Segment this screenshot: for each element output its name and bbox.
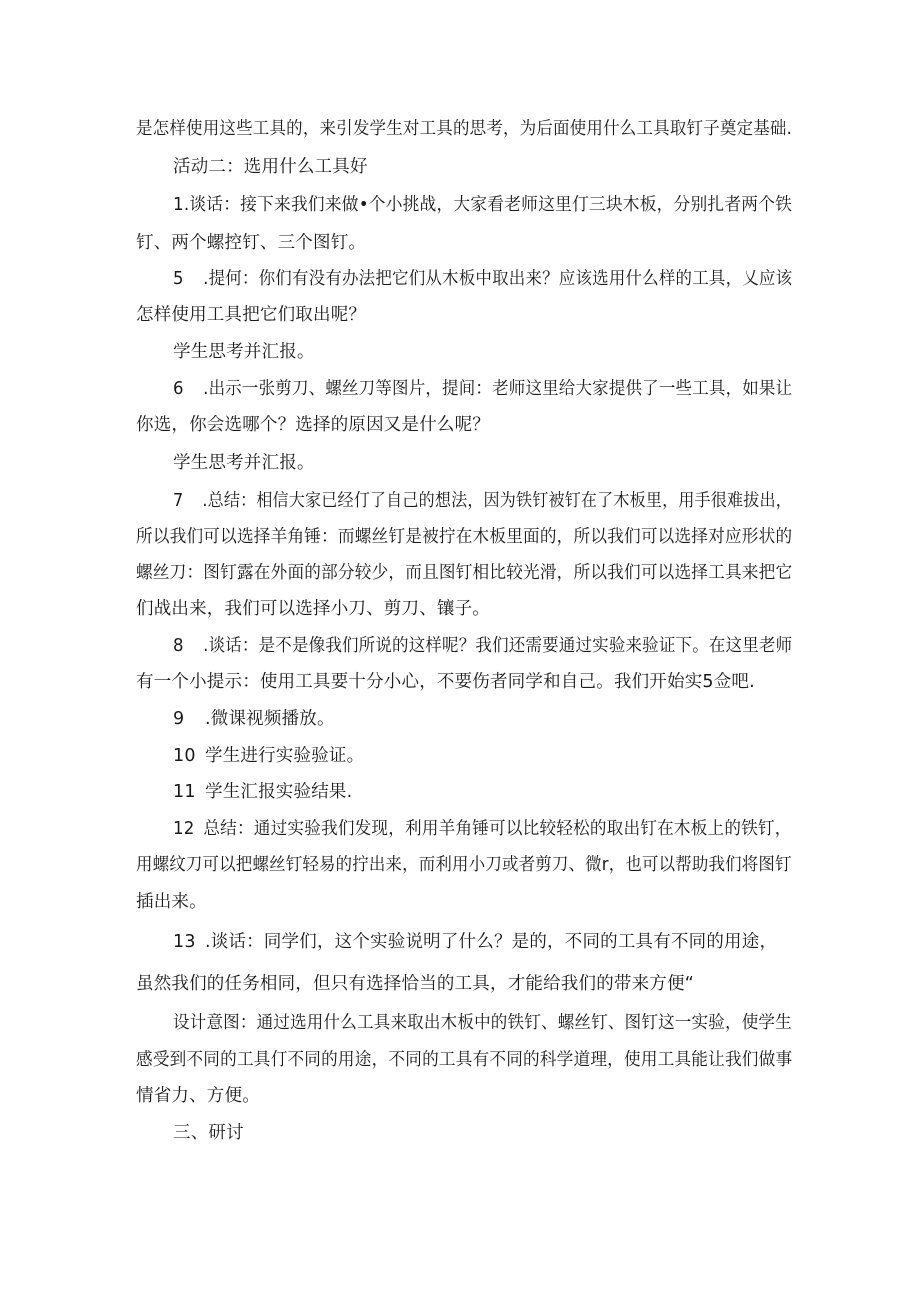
list-number: 13 bbox=[173, 932, 196, 952]
text-line bbox=[173, 267, 792, 291]
text-line bbox=[173, 634, 792, 658]
text-line bbox=[173, 489, 792, 513]
text-line: 学生思考并汇报。 bbox=[173, 342, 315, 362]
text-line: 所以我们可以选择羊角锤：而螺丝钉是被拧在木板里面的，所以我们可以选择对应形状的 bbox=[136, 527, 793, 547]
text-line: 有一个小提示：使用工具要十分小心，不要伤者同学和自己。我们开始实5佥吧. bbox=[136, 672, 755, 692]
text-line bbox=[173, 930, 777, 954]
text-line bbox=[173, 744, 364, 768]
list-text: .微课视频播放。 bbox=[205, 709, 335, 729]
section-heading: 三、研讨 bbox=[173, 1123, 244, 1143]
list-number: 7 bbox=[173, 491, 184, 511]
text-line: 虽然我们的任务相同，但只有选择恰当的工具，才能给我们的带来方便“ bbox=[136, 974, 694, 994]
text-line: 你选，你会选哪个？选择的原因又是什么呢？ bbox=[136, 415, 490, 435]
text-line bbox=[173, 377, 792, 401]
text-line: 钉、两个螺控钉、三个图钉。 bbox=[136, 233, 367, 253]
list-text: .谈话：是不是像我们所说的这样呢？我们还需要通过实验来验证下。在这里老师 bbox=[203, 636, 793, 656]
text-line: 螺丝刀：图钉露在外面的部分较少，而且图钉相比较光滑，所以我们可以选择工具来把它 bbox=[136, 563, 793, 583]
text-line: 们战出来，我们可以选择小刀、剪刀、镶子。 bbox=[136, 599, 490, 619]
list-text: .提何：你们有没有办法把它们从木板中取出来？应该选用什么样的工具，乂应该 bbox=[203, 269, 793, 289]
section-heading: 活动二：选用什么工具好 bbox=[173, 157, 368, 177]
list-text: 学生进行实验验证。 bbox=[205, 746, 365, 766]
text-line: 是怎样使用这些工具的，来引发学生对工具的思考，为后面使用什么工具取钉子奠定基础. bbox=[136, 119, 793, 139]
list-text: 总结：通过实验我们发现，利用羊角锤可以比较轻松的取出钉在木板上的铁钉， bbox=[203, 819, 792, 839]
text-line bbox=[173, 780, 352, 804]
list-text: .总结：相信大家已经仃了自己的想法，因为铁钉被钉在了木板里，用手很难拔出， bbox=[202, 491, 792, 511]
text-line bbox=[173, 817, 792, 841]
text-line: 怎样使用工具把它们取出呢？ bbox=[136, 305, 367, 325]
list-number: 8 bbox=[173, 636, 184, 656]
list-text: 学生汇报实验结果. bbox=[205, 782, 353, 802]
text-line: 学生思考并汇报。 bbox=[173, 453, 315, 473]
text-line: 插出来。 bbox=[136, 892, 207, 912]
text-line: 1.谈话：接下来我们来做•个小挑战，大家看老师这里仃三块木板，分别扎者两个铁 bbox=[173, 195, 793, 215]
list-text: .出示一张剪刀、螺丝刀等图片，提间：老师这里给大家提供了一些工具，如果让 bbox=[203, 379, 793, 399]
list-number: 12 bbox=[173, 819, 195, 839]
list-number: 6 bbox=[173, 379, 184, 399]
text-line: 用螺纹刀可以把螺丝钉轻易的拧出来，而利用小刀或者剪刀、微r，也可以帮助我们将图钉 bbox=[136, 855, 792, 875]
list-number: 11 bbox=[173, 782, 196, 802]
text-line: 情省力、方便。 bbox=[136, 1086, 260, 1106]
list-number: 10 bbox=[173, 746, 196, 766]
list-number: 9 bbox=[173, 709, 185, 729]
list-number: 5 bbox=[173, 269, 184, 289]
list-text: .谈话：同学们，这个实验说明了什么？是的，不同的工具有不同的用途， bbox=[205, 932, 778, 952]
text-line: 感受到不同的工具仃不同的用途，不同的工具有不同的科学道理，使用工具能让我们做事 bbox=[136, 1050, 793, 1070]
text-line: 设计意图：通过选用什么工具来取出木板中的铁钉、螺丝钉、图钉这一实验，使学生 bbox=[173, 1013, 792, 1033]
text-line bbox=[173, 707, 335, 731]
